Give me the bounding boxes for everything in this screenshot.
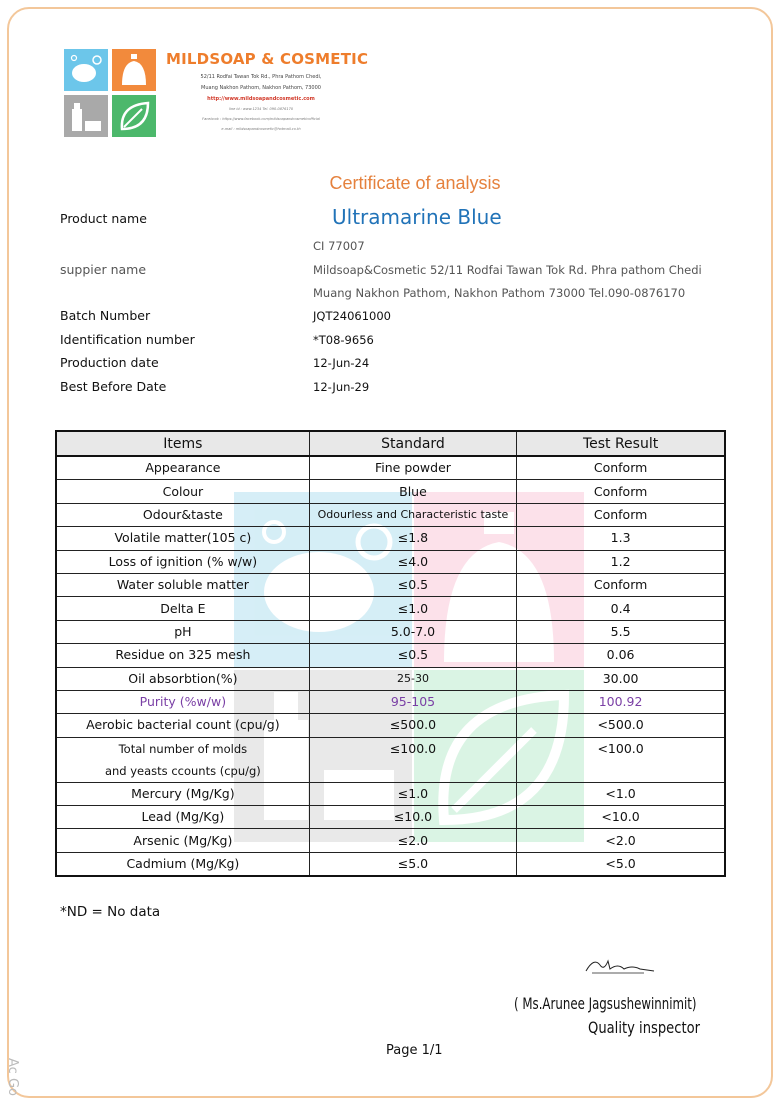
table-row <box>56 714 725 737</box>
row-item: Delta E <box>56 597 309 620</box>
table-row <box>56 456 725 480</box>
company-website: http://www.mildsoapandcosmetic.com <box>207 96 315 102</box>
soap-icon <box>64 49 108 91</box>
row-result: 0.06 <box>517 644 725 667</box>
row-item-line1: Total number of molds <box>118 741 248 756</box>
supplier-line2: Muang Nakhon Pathom, Nakhon Pathom 73000 Tel.090-0876170 <box>313 286 686 300</box>
row-standard: 25-30 <box>309 667 516 690</box>
row-result: <5.0 <box>517 852 725 876</box>
row-item: Mercury (Mg/Kg) <box>56 782 309 805</box>
table-row <box>56 806 725 829</box>
row-result: <500.0 <box>517 714 725 737</box>
table-header-row <box>56 431 725 456</box>
table-row <box>56 737 725 782</box>
row-item: Loss of ignition (% w/w) <box>56 550 309 573</box>
table-row <box>56 667 725 690</box>
row-standard: Fine powder <box>309 456 516 480</box>
row-result: Conform <box>517 573 725 596</box>
row-standard: ≤1.8 <box>309 527 516 550</box>
leaf-icon <box>112 95 156 137</box>
row-standard: Blue <box>309 480 516 503</box>
table-row <box>56 620 725 643</box>
row-item: Oil absorbtion(%) <box>56 667 309 690</box>
bottle-icon <box>112 49 156 91</box>
table-row <box>56 550 725 573</box>
signer-role: Quality inspector <box>588 1018 701 1037</box>
table-row <box>56 782 725 805</box>
table-row <box>56 527 725 550</box>
document-title: Certificate of analysis <box>329 173 501 193</box>
table-row <box>56 852 725 876</box>
row-standard: ≤100.0 <box>309 737 516 782</box>
row-item: Volatile matter(105 c) <box>56 527 309 550</box>
company-contact: line id : www.1234 Tel. 090-0876170 <box>228 107 294 111</box>
row-item: Colour <box>56 480 309 503</box>
row-result: Conform <box>517 480 725 503</box>
row-result: 0.4 <box>517 597 725 620</box>
identification-value: *T08-9656 <box>313 333 374 347</box>
signature-icon <box>584 955 656 977</box>
table-row <box>56 503 725 526</box>
header-items: Items <box>56 431 309 456</box>
row-standard: ≤2.0 <box>309 829 516 852</box>
row-standard: 5.0-7.0 <box>309 620 516 643</box>
page-number: Page 1/1 <box>386 1043 443 1058</box>
row-item: Cadmium (Mg/Kg) <box>56 852 309 876</box>
row-result: <100.0 <box>517 737 725 782</box>
company-logo <box>64 47 369 139</box>
row-result: 100.92 <box>517 690 725 713</box>
row-standard: 95-105 <box>309 690 516 713</box>
row-standard: ≤1.0 <box>309 597 516 620</box>
row-result: Conform <box>517 456 725 480</box>
row-standard: ≤4.0 <box>309 550 516 573</box>
row-standard: ≤10.0 <box>309 806 516 829</box>
row-result: <2.0 <box>517 829 725 852</box>
table-row <box>56 573 725 596</box>
row-result: 5.5 <box>517 620 725 643</box>
row-standard: ≤1.0 <box>309 782 516 805</box>
row-item-line2: and yeasts ccounts (cpu/g) <box>104 763 261 778</box>
supplier-line1: Mildsoap&Cosmetic 52/11 Rodfai Tawan Tok Rd. Phra pathom Chedi <box>313 263 702 277</box>
ci-number: CI 77007 <box>313 239 365 253</box>
header-standard: Standard <box>309 431 516 456</box>
row-standard: ≤500.0 <box>309 714 516 737</box>
row-result: <10.0 <box>517 806 725 829</box>
analysis-table <box>55 430 726 877</box>
table-row-purity <box>56 690 725 713</box>
signer-name: ( Ms.Arunee Jagsushewinnimit) <box>514 994 697 1013</box>
best-before-label: Best Before Date <box>60 379 167 394</box>
row-item: pH <box>56 620 309 643</box>
company-address-line1: 52/11 Rodfai Tawan Tok Rd., Phra Pathom Chedi, <box>200 74 322 80</box>
product-name-label: Product name <box>60 211 147 226</box>
cosmetics-icon <box>64 95 108 137</box>
row-item: Arsenic (Mg/Kg) <box>56 829 309 852</box>
row-result: 30.00 <box>517 667 725 690</box>
row-result: 1.2 <box>517 550 725 573</box>
table-row <box>56 829 725 852</box>
row-item: Purity (%w/w) <box>56 690 309 713</box>
identification-label: Identification number <box>60 332 195 347</box>
production-date-label: Production date <box>60 355 159 370</box>
header-test-result: Test Result <box>517 431 725 456</box>
row-item: Odour&taste <box>56 503 309 526</box>
footnote: *ND = No data <box>60 904 161 920</box>
product-name-value: Ultramarine Blue <box>332 205 502 229</box>
company-email: e-mail : mildsoapandcosmetic@hotmail.co.th <box>221 127 301 131</box>
row-item: Lead (Mg/Kg) <box>56 806 309 829</box>
production-date-value: 12-Jun-24 <box>313 356 370 370</box>
row-standard: Odourless and Characteristic taste <box>309 503 516 526</box>
stray-text: Ac Go <box>5 1058 20 1096</box>
supplier-label: suppier name <box>60 262 147 277</box>
batch-value: JQT24061000 <box>313 309 392 323</box>
company-facebook: Facebook : https://www.facebook.com/mildsoapandcosmeticofficial <box>202 117 320 121</box>
company-name: MILDSOAP & COSMETIC <box>166 50 369 68</box>
best-before-value: 12-Jun-29 <box>313 380 370 394</box>
table-row <box>56 644 725 667</box>
row-item: Residue on 325 mesh <box>56 644 309 667</box>
row-item <box>56 737 309 782</box>
row-result: <1.0 <box>517 782 725 805</box>
company-address-line2: Muang Nakhon Pathom, Nakhon Pathom, 73000 <box>201 85 321 91</box>
table-row <box>56 480 725 503</box>
batch-label: Batch Number <box>60 308 151 323</box>
row-standard: ≤0.5 <box>309 573 516 596</box>
row-item: Appearance <box>56 456 309 480</box>
row-result: 1.3 <box>517 527 725 550</box>
row-item: Aerobic bacterial count (cpu/g) <box>56 714 309 737</box>
table-row <box>56 597 725 620</box>
row-standard: ≤0.5 <box>309 644 516 667</box>
row-result: Conform <box>517 503 725 526</box>
row-item: Water soluble matter <box>56 573 309 596</box>
row-standard: ≤5.0 <box>309 852 516 876</box>
